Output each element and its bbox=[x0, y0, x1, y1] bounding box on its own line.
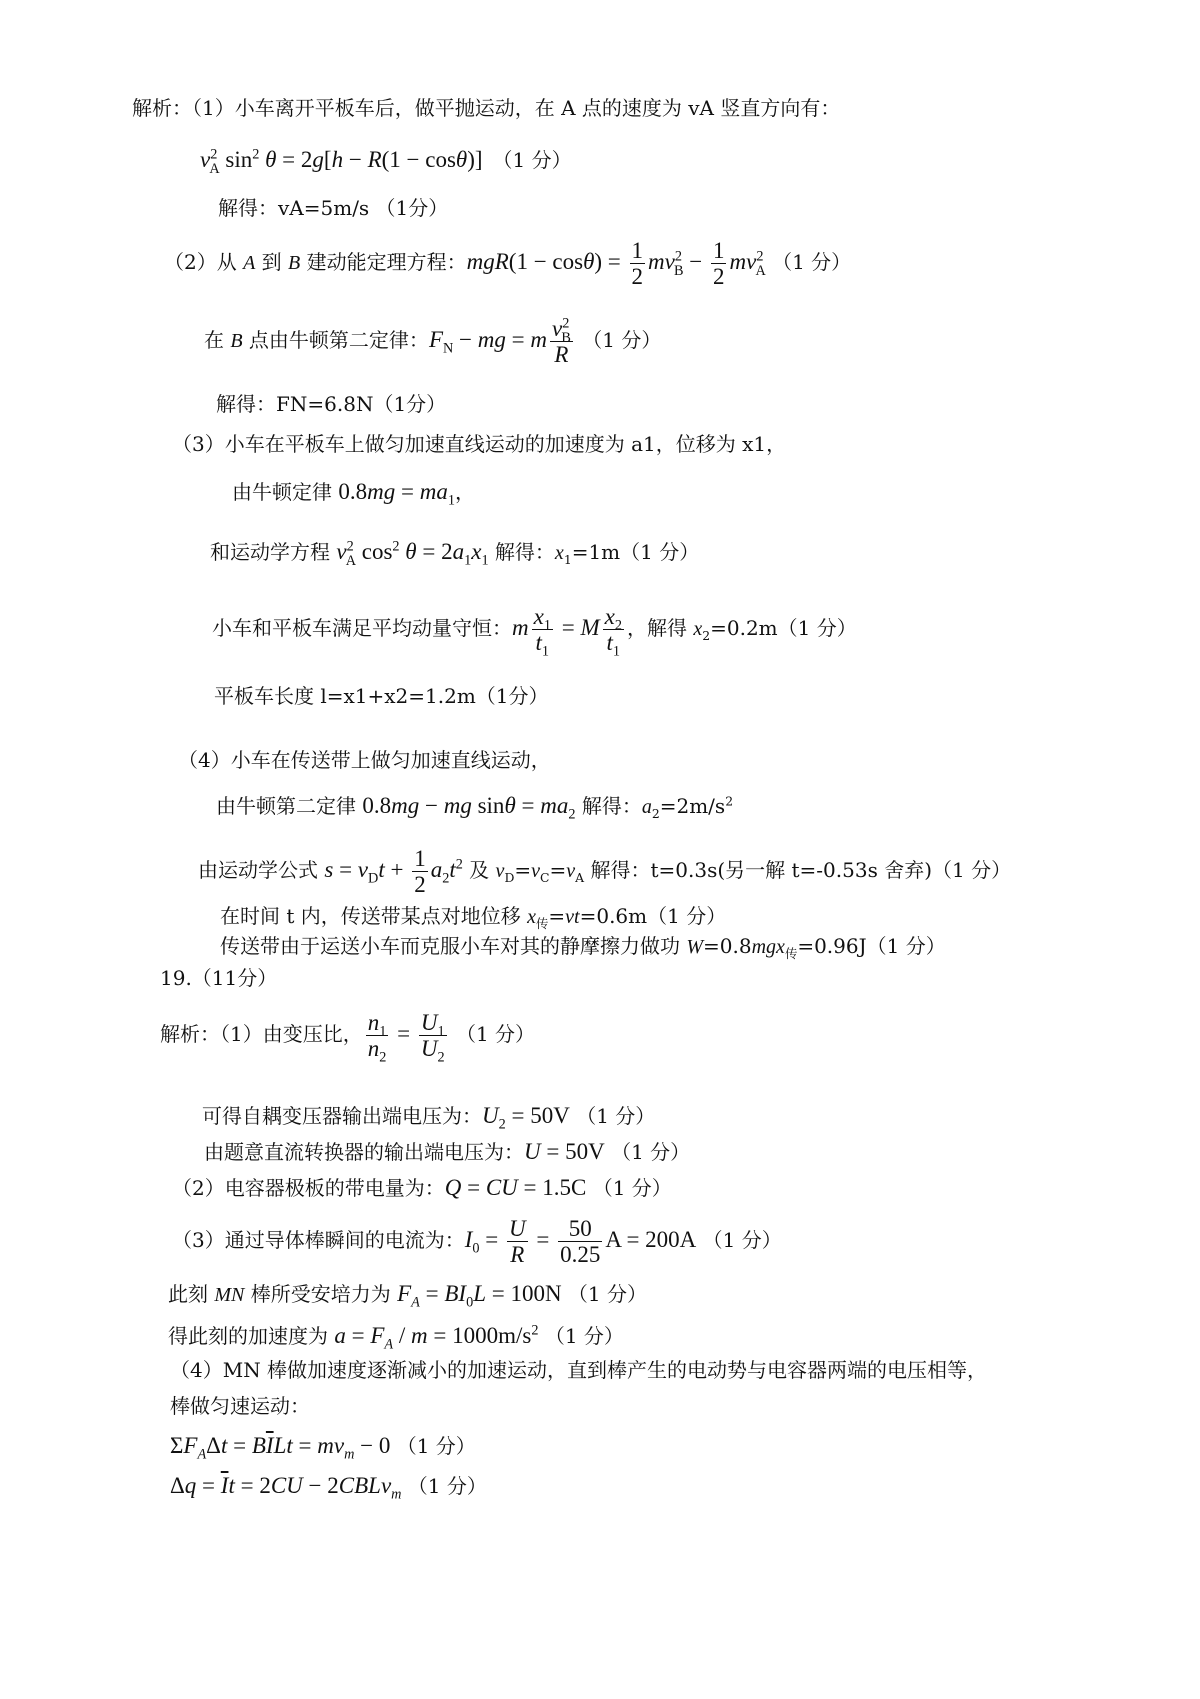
formula-line: 在时间 t 内，传送带某点对地位移 $x_传=vt=0.6m(1$ 分） bbox=[220, 904, 727, 931]
solution-line: 平板车长度 l=x1+x2=1.2m（1分） bbox=[214, 684, 549, 708]
solution-line: 棒做匀速运动： bbox=[170, 1394, 310, 1418]
formula-line: 由牛顿第二定律 0.8mg − mg $\sin\theta = ma_2$ 解得：$a_2=2m/s^2$ bbox=[216, 793, 734, 823]
formula-line: （3）通过导体棒瞬间的电流为：$I_0$ = $\frac{U}{R}$ = $\frac{50}{0.25}$ A = 200A （1 分） bbox=[172, 1216, 782, 1268]
solution-line: 解得：vA=5m/s （1分） bbox=[218, 196, 449, 220]
formula-line: 在 B 点由牛顿第二定律：$F_N$ − mg = m $\frac{v^2_B}{R}$ （1 分） bbox=[204, 315, 662, 368]
formula-line: 由牛顿定律 $0.8mg = ma_1$， bbox=[232, 479, 475, 509]
formula-line: 由题意直流转换器的输出端电压为：U = 50V （1 分） bbox=[204, 1139, 691, 1164]
formula-line: 传送带由于运送小车而克服小车对其的静摩擦力做功 W=0.8mgx$_传$=0.96J（1 分） bbox=[220, 934, 946, 961]
formula-line: $v^2_A$ $\sin^2 \theta = 2g[h - R(1 - \cos\theta)]$ （1 分） bbox=[200, 146, 572, 177]
formula-line: 此刻 MN 棒所受安培力为 $F_A = BI_0L = 100N$ （1 分） bbox=[168, 1281, 648, 1311]
formula-line: 和运动学方程 $v^2_A$ $\cos^2 \theta = 2a_1x_1$ 解得：$x_1=1m(1$ 分） bbox=[210, 538, 700, 569]
question-number: 19.（11分） bbox=[160, 966, 278, 990]
solution-line: （4）MN 棒做加速度逐渐减小的加速运动，直到棒产生的电动势与电容器两端的电压相等， bbox=[170, 1358, 988, 1382]
formula-line: （2）从 A 到 B 建动能定理方程：mgR(1 − cosθ) = $\frac{1}{2}$ $mv^2_B$ − $\frac{1}{2}$ $mv^2_A$ （1 分） bbox=[164, 238, 852, 290]
solution-line: （4）小车在传送带上做匀加速直线运动， bbox=[178, 748, 551, 772]
formula-line: 由运动学公式 $s = v_Dt$ + $\frac{1}{2}$ $a_2t^2$ 及 $v_D=v_C=v_A$ 解得：t=0.3s(另一解 t=-0.53s 舍弃)（1 分） bbox=[198, 846, 1012, 898]
solution-line: 解析：（1）小车离开平板车后，做平抛运动，在 A 点的速度为 vA 竖直方向有： bbox=[132, 96, 841, 120]
formula-line: 解析：（1）由变压比， $\frac{n_1}{n_2}$ = $\frac{U_1}{U_2}$ （1 分） bbox=[160, 1010, 536, 1066]
formula-line: （2）电容器极板的带电量为：Q = CU = 1.5C （1 分） bbox=[172, 1175, 672, 1200]
solution-line: （3）小车在平板车上做匀加速直线运动的加速度为 a1，位移为 x1， bbox=[172, 432, 787, 456]
formula-line: $\Delta q = \overline{I}t = 2CU$ − 2CBLv$_m$ （1 分） bbox=[170, 1473, 487, 1503]
solution-line: 解得：FN=6.8N（1分） bbox=[216, 392, 447, 416]
formula-line: $\Sigma F_A\Delta t = B\overline{I}Lt = mv_m - 0$ （1 分） bbox=[170, 1433, 476, 1463]
formula-line: 得此刻的加速度为 $a = F_A / m = 1000m/s^2$ （1 分） bbox=[168, 1322, 624, 1353]
formula-line: 可得自耦变压器输出端电压为：$U_2 = 50V$ （1 分） bbox=[202, 1103, 656, 1133]
formula-line: 小车和平板车满足平均动量守恒：m $\frac{x_1}{t_1}$ = M $\frac{x_2}{t_1}$ ，解得 $x_2=0.2m(1$ 分） bbox=[212, 604, 857, 660]
